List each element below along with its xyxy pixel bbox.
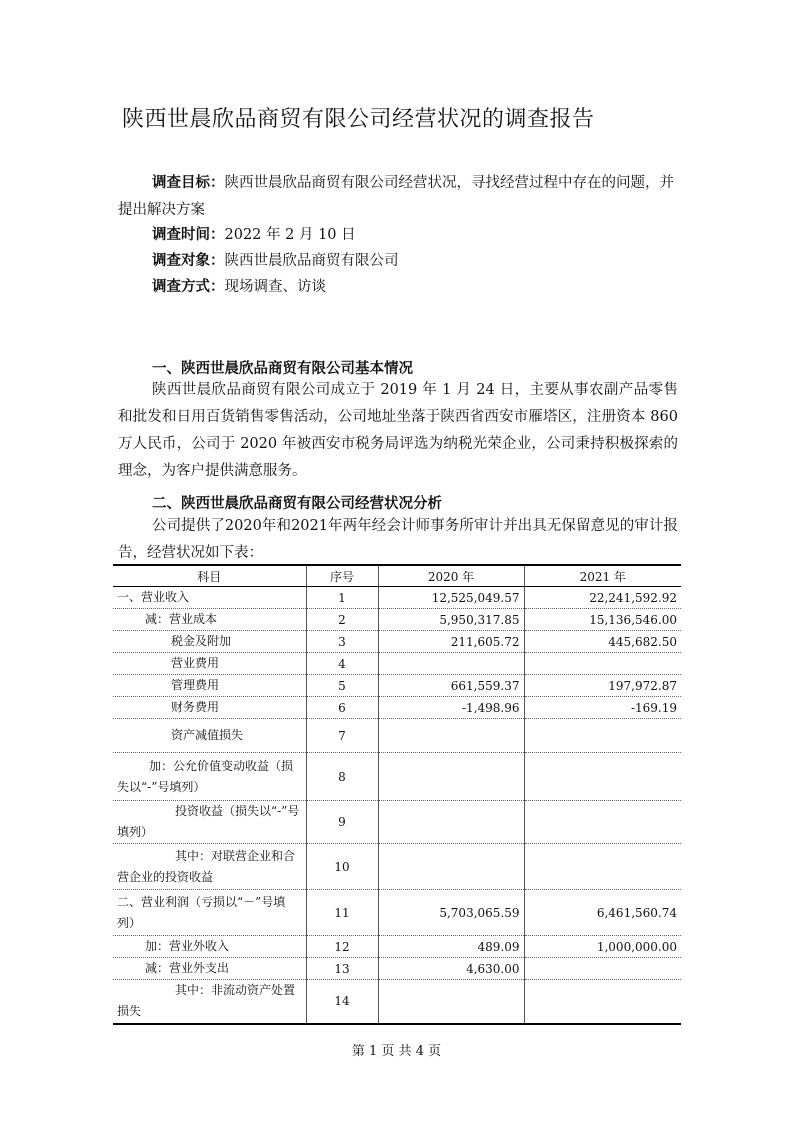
header-number: 序号 xyxy=(306,565,378,587)
row-number: 14 xyxy=(306,980,378,1024)
row-number: 4 xyxy=(306,653,378,675)
header-2021: 2021 年 xyxy=(524,565,681,587)
table-row xyxy=(113,719,681,753)
row-subject: 营业费用 xyxy=(113,653,306,675)
row-2020 xyxy=(378,719,524,753)
row-2021 xyxy=(524,801,681,844)
table-row xyxy=(113,675,681,697)
row-2021: 1,000,000.00 xyxy=(524,936,681,958)
row-number: 2 xyxy=(306,609,378,631)
row-2020: -1,498.96 xyxy=(378,697,524,719)
row-2021: 445,682.50 xyxy=(524,631,681,653)
object-text: 陕西世晨欣品商贸有限公司 xyxy=(224,253,399,269)
row-2021 xyxy=(524,980,681,1024)
report-title: 陕西世晨欣品商贸有限公司经营状况的调查报告 xyxy=(122,107,595,132)
row-subject: 加：公允价值变动收益（损失以“-”号填列） xyxy=(113,753,306,801)
row-number: 3 xyxy=(306,631,378,653)
row-number: 10 xyxy=(306,844,378,890)
time-text: 2022 年 2 月 10 日 xyxy=(224,227,356,243)
row-number: 5 xyxy=(306,675,378,697)
row-subject: 资产减值损失 xyxy=(113,719,306,753)
table-row xyxy=(113,653,681,675)
method-text: 现场调查、访谈 xyxy=(224,279,326,295)
row-2021: -169.19 xyxy=(524,697,681,719)
row-2021: 6,461,560.74 xyxy=(524,890,681,936)
table-row xyxy=(113,801,681,844)
row-2020: 5,950,317.85 xyxy=(378,609,524,631)
survey-object xyxy=(118,248,678,275)
table-row xyxy=(113,697,681,719)
row-subject: 财务费用 xyxy=(113,697,306,719)
section2-body: 公司提供了2020年和2021年两年经会计师事务所审计并出具无保留意见的审计报告，经营状况如下表： xyxy=(118,518,678,561)
goal-text: 陕西世晨欣品商贸有限公司经营状况，寻找经营过程中存在的问题，并提出解决方案 xyxy=(118,175,674,218)
row-2020 xyxy=(378,801,524,844)
table-row xyxy=(113,587,681,609)
table-row xyxy=(113,609,681,631)
row-subject: 减：营业外支出 xyxy=(113,958,306,980)
row-subject: 投资收益（损失以“-”号填列） xyxy=(113,801,306,844)
row-2020 xyxy=(378,653,524,675)
table-row xyxy=(113,890,681,936)
table-row xyxy=(113,936,681,958)
survey-time xyxy=(118,222,678,249)
row-2021 xyxy=(524,753,681,801)
section1-body: 陕西世晨欣品商贸有限公司成立于 2019 年 1 月 24 日，主要从事农副产品零售和批发和日用百货销售零售活动，公司地址坐落于陕西省西安市雁塔区，注册资本 860 万人民币，公司于 2020 年被西安市税务局评选为纳税光荣企业，公司秉持积极探索的理念，为客户提供满意服务。 xyxy=(118,382,678,479)
row-2020: 489.09 xyxy=(378,936,524,958)
row-number: 7 xyxy=(306,719,378,753)
goal-label: 调查目标： xyxy=(152,175,225,191)
financial-table xyxy=(113,564,681,1025)
row-number: 6 xyxy=(306,697,378,719)
row-2020: 4,630.00 xyxy=(378,958,524,980)
table-row xyxy=(113,631,681,653)
table-row xyxy=(113,753,681,801)
row-2021: 15,136,546.00 xyxy=(524,609,681,631)
row-2021: 197,972.87 xyxy=(524,675,681,697)
row-subject: 其中：对联营企业和合营企业的投资收益 xyxy=(113,844,306,890)
row-number: 1 xyxy=(306,587,378,609)
section2-heading: 二、陕西世晨欣品商贸有限公司经营状况分析 xyxy=(152,496,442,512)
row-2020 xyxy=(378,980,524,1024)
row-2020 xyxy=(378,753,524,801)
survey-goal xyxy=(118,170,678,224)
row-2021 xyxy=(524,958,681,980)
row-number: 13 xyxy=(306,958,378,980)
row-number: 8 xyxy=(306,753,378,801)
row-number: 12 xyxy=(306,936,378,958)
row-2020: 5,703,065.59 xyxy=(378,890,524,936)
row-number: 11 xyxy=(306,890,378,936)
row-2021 xyxy=(524,719,681,753)
method-label: 调查方式： xyxy=(152,279,225,295)
section1-heading: 一、陕西世晨欣品商贸有限公司基本情况 xyxy=(152,361,413,377)
row-subject: 一、营业收入 xyxy=(113,587,306,609)
header-2020: 2020 年 xyxy=(378,565,524,587)
table-header-row xyxy=(113,565,681,587)
row-subject: 二、营业利润（亏损以“－”号填列） xyxy=(113,890,306,936)
row-subject: 减：营业成本 xyxy=(113,609,306,631)
row-2021 xyxy=(524,844,681,890)
header-subject: 科目 xyxy=(113,565,306,587)
object-label: 调查对象： xyxy=(152,253,225,269)
row-2020 xyxy=(378,844,524,890)
table-row xyxy=(113,958,681,980)
table-row xyxy=(113,844,681,890)
row-subject: 税金及附加 xyxy=(113,631,306,653)
row-2020: 661,559.37 xyxy=(378,675,524,697)
row-2021 xyxy=(524,653,681,675)
row-subject: 其中：非流动资产处置损失 xyxy=(113,980,306,1024)
survey-method xyxy=(118,274,678,301)
page-footer: 第 1 页 共 4 页 xyxy=(351,1044,442,1059)
row-2021: 22,241,592.92 xyxy=(524,587,681,609)
table-row xyxy=(113,980,681,1024)
row-subject: 管理费用 xyxy=(113,675,306,697)
row-2020: 211,605.72 xyxy=(378,631,524,653)
time-label: 调查时间： xyxy=(152,227,225,243)
row-2020: 12,525,049.57 xyxy=(378,587,524,609)
row-subject: 加：营业外收入 xyxy=(113,936,306,958)
row-number: 9 xyxy=(306,801,378,844)
